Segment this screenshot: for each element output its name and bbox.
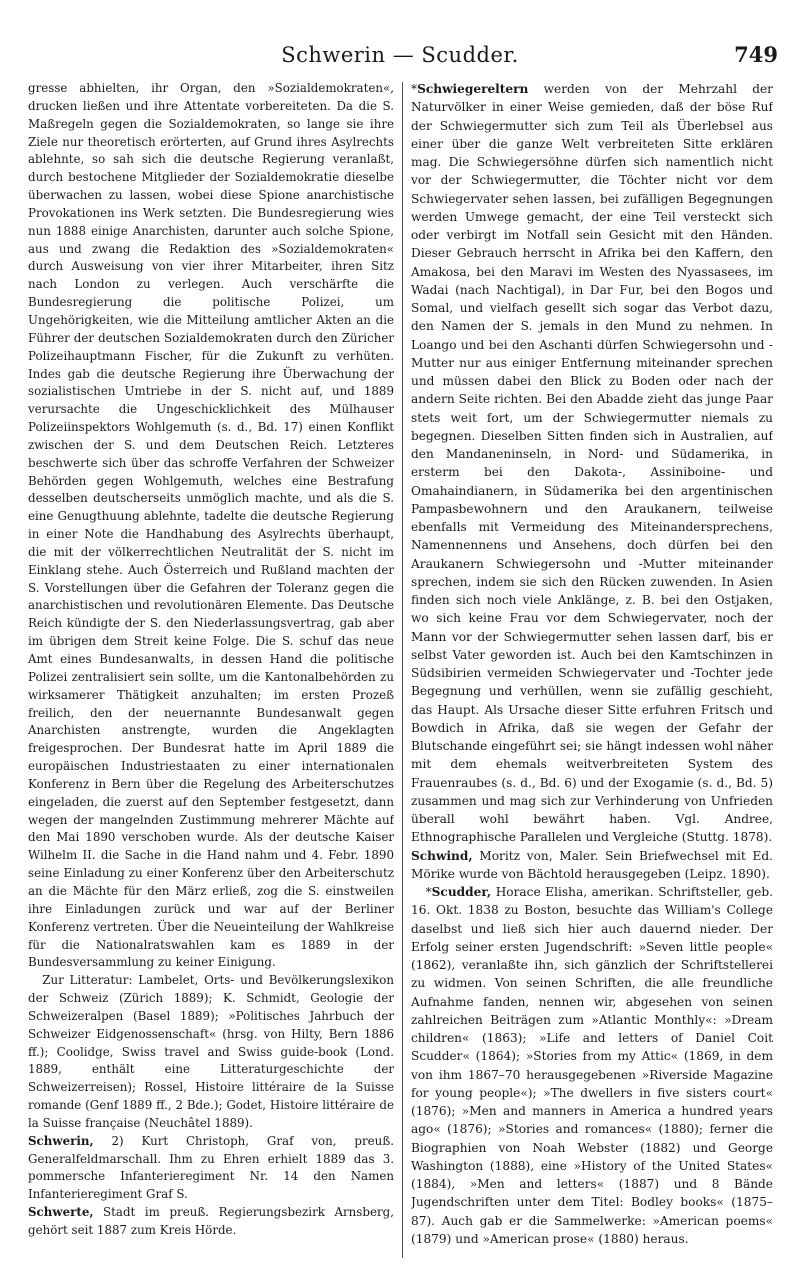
running-title: Schwerin — Scudder. [281,43,519,67]
right-column [411,80,773,1260]
page-header [0,40,800,70]
entry-schwiegereltern [411,80,773,847]
entry-headword: Schwerte, [28,1205,94,1220]
entry-text: 2) Kurt Christoph, Graf von, preuß. Generalfeldmarschall. Ihm zu Ehren erhielt 1889 das 3. pommersche Infanterieregiment Nr. 14 den Namen Infanterieregiment Graf S. [28,1133,394,1202]
entry-schwind [411,847,773,884]
entry-text: werden von der Mehrzahl der Naturvölker in einer Weise gemieden, daß der böse Ruf der Schwiegermutter sich zum Teil als Überlebsel aus einer über die ganze Welt verbreiteten Sitte erklären mag. Die Schwiegersöhne dürfen sich namentlich nicht vor der Schwiegermutter, die Töchter nicht vor dem Schwiegervater sehen lassen, bei zufälligen Begegnungen werden Umwege gemacht, der eine Teil versteckt sich oder verbirgt im Notfall sein Gesicht mit den Händen. Dieser Gebrauch herrscht in Afrika bei den Kaffern, den Amakosa, bei den Maravi im Westen des Nyassasees, im Wadai (nach Nachtigal), in Dar Fur, bei den Bogos und Somal, und vielfach gesellt sich sogar das Verbot dazu, den Namen der S. jemals in den Mund zu nehmen. In Loango und bei den Aschanti dürfen Schwiegersohn und -Mutter nur aus einiger Entfernung miteinander sprechen und müssen dabei den Blick zu Boden oder nach der andern Seite richten. Bei den Abadde zieht das junge Paar stets weit fort, um der Schwiegermutter niemals zu begegnen. Dieselben Sitten finden sich in Australien, auf den Mandaneninseln, in Nord- und Südamerika, in ersterm bei den Dakota-, Assiniboine- und Omahaindianern, in Südamerika bei den argentinischen Pampasbewohnern und den Araukanern, teilweise ebenfalls mit Vermeidung des Miteinandersprechens, Namennennens und Ansehens, doch dürfen bei den Araukanern Schwiegersohn und -Mutter miteinander sprechen, indem sie sich den Rücken zuwenden. In Asien finden sich noch viele Anklänge, z. B. bei den Ostjaken, wo sich keine Frau vor dem Schwiegervater, noch der Mann vor der Schwiegermutter sehen lassen darf, bis er selbst Vater geworden ist. Auch bei den Kamtschinzen in Südsibirien vermeiden Schwiegervater und -Tochter jede Begegnung und verhüllen, wenn sie zufällig geschieht, das Haupt. Als Ursache dieser Sitte erfuhren Fritsch und Bowdich in Afrika, daß sie wegen der Gefahr der Blutschande eingeführt sei; sie hängt indessen wohl näher mit dem ehemals weitverbreiteten System des Frauenraubes (s. d., Bd. 6) und der Exogamie (s. d., Bd. 5) zusammen und mag sich zur Verhinderung von Unfrieden überall wohl bewährt haben. Vgl. Andree, Ethnographische Parallelen und Vergleiche (Stuttg. 1878). [411,82,773,845]
column-divider [402,82,403,1258]
entry-headword: Schwind, [411,848,473,863]
supplement-marker: * [411,82,418,96]
entry-headword: Scudder, [431,885,492,899]
page-number: 749 [734,42,778,67]
entry-headword: Schwerin, [28,1133,94,1148]
entry-schwerin [28,1133,394,1204]
entry-schwerte [28,1204,394,1240]
entry-text: Stadt im preuß. Regierungsbezirk Arnsberg, gehört seit 1887 zum Kreis Hörde. [28,1205,394,1237]
literature-paragraph: Zur Litteratur: Lambelet, Orts- und Bevölkerungslexikon der Schweiz (Zürich 1889); K. Schmidt, Geologie der Schweizeralpen (Basel 1889); »Politisches Jahrbuch der Schweizer Eidgenossenschaft« (hrsg. von Hilty, Bern 1886 ff.); Coolidge, Swiss travel and Swiss guide-book (Lond. 1889, enthält eine Litteraturgeschichte der Schweizerreisen); Rossel, Histoire littéraire de la Suisse romande (Genf 1889 ff., 2 Bde.); Godet, Histoire littéraire de la Suisse française (Neuchâtel 1889). [28,973,394,1130]
entry-text: Moritz von, Maler. Sein Briefwechsel mit Ed. Mörike wurde von Bächtold herausgegeben (Leipz. 1890). [411,848,773,881]
entry-scudder [411,883,773,1248]
entry-text: Horace Elisha, amerikan. Schriftsteller, geb. 16. Okt. 1838 zu Boston, besuchte das William's College daselbst und ließ sich hier auch dauernd nieder. Der Erfolg seiner ersten Jugendschrift: »Seven little people« (1862), veranlaßte ihn, sich gänzlich der Schriftstellerei zu widmen. Von seinen Schriften, die alle freundliche Aufnahme fanden, nennen wir, abgesehen von seinen zahlreichen Beiträgen zum »Atlantic Monthly«: »Dream children« (1863); »Life and letters of Daniel Coit Scudder« (1864); »Stories from my Attic« (1869, in dem von ihm 1867–70 herausgegebenen »Riverside Magazine for young people«); »The dwellers in five sisters court« (1876); »Men and manners in America a hundred years ago« (1876); »Stories and romances« (1880); ferner die Biographien von Noah Webster (1882) und George Washington (1888), eine »History of the United States« (1884), »Men and letters« (1887) und 8 Bände Jugendschriften unter dem Titel: Bodley books« (1875–87). Auch gab er die Sammelwerke: »American poems« (1879) und »American prose« (1880) heraus. [411,885,773,1246]
supplement-marker: * [425,885,432,899]
entry-headword: Schwiegereltern [417,82,529,96]
entry-schweiz-continuation: gresse abhielten, ihr Organ, den »Sozialdemokraten«, drucken ließen und ihre Attentate vorbereiteten. Da die S. Maßregeln gegen die Sozialdemokraten, so lange sie ihre Ziele nur theoretisch erörterten, auf Grund ihres Asylrechts ablehnte, so sah sich die deutsche Regierung veranlaßt, durch bestochene Mitglieder der Sozialdemokratie dieselbe überwachen zu lassen, wobei diese Spione anarchistische Provokationen ins Werk setzten. Die Bundesregierung wies nun 1888 einige Anarchisten, darunter auch solche Spione, aus und zwang die Redaktion des »Sozialdemokraten« durch Ausweisung von vier ihrer Mitarbeiter, ihren Sitz nach London zu verlegen. Auch verschärfte die Bundesregierung die politische Polizei, um Ungehörigkeiten, wie die Mitteilung amtlicher Akten an die Führer der deutschen Sozialdemokraten durch den Züricher Polizeihauptmann Fischer, für die Zukunft zu verhüten. Indes gab die deutsche Regierung ihre Überwachung der sozialistischen Umtriebe in der S. nicht auf, und 1889 verursachte die Ungeschicklichkeit des Mülhauser Polizeiinspektors Wohlgemuth (s. d., Bd. 17) einen Konflikt zwischen der S. und dem Deutschen Reich. Letzteres beschwerte sich über das schroffe Verfahren der Schweizer Behörden gegen Wohlgemuth, welches eine Bestrafung desselben deutscherseits unmöglich machte, und als die S. eine Genugthuung ablehnte, tadelte die deutsche Regierung in einer Note die Handhabung des Asylrechts überhaupt, die mit der völkerrechtlichen Neutralität der S. nicht im Einklang stehe. Auch Österreich und Rußland machten der S. Vorstellungen über die Gefahren der Toleranz gegen die anarchistischen und revolutionären Elemente. Das Deutsche Reich kündigte der S. den Niederlassungsvertrag, gab aber im übrigen dem Streit keine Folge. Die S. schuf das neue Amt eines Bundesanwalts, in dessen Hand die politische Polizei zentralisiert sein sollte, um die Kantonalbehörden zu wirksamerer Thätigkeit anzuhalten; im ersten Prozeß freilich, den der neuernannte Bundesanwalt gegen Anarchisten anstrengte, wurden die Angeklagten freigesprochen. Der Bundesrat hatte im April 1889 die europäischen Industriestaaten zu einer internationalen Konferenz in Bern über die Regelung des Arbeiterschutzes eingeladen, die zuerst auf den September festgesetzt, dann wegen der mangelnden Zustimmung mehrerer Mächte auf den Mai 1890 verschoben wurde. Als der deutsche Kaiser Wilhelm II. die Sache in die Hand nahm und 4. Febr. 1890 seine Einladung zu einer Konferenz über den Arbeiterschutz an die Mächte für den März erließ, zog die S. einstweilen ihre Einladungen zurück und war auf der Berliner Konferenz vertreten. Über die Neueinteilung der Wahlkreise für die Nationalratswahlen kam es 1889 in der Bundesversammlung zu keiner Einigung. [28,81,394,970]
left-column [28,80,394,1260]
